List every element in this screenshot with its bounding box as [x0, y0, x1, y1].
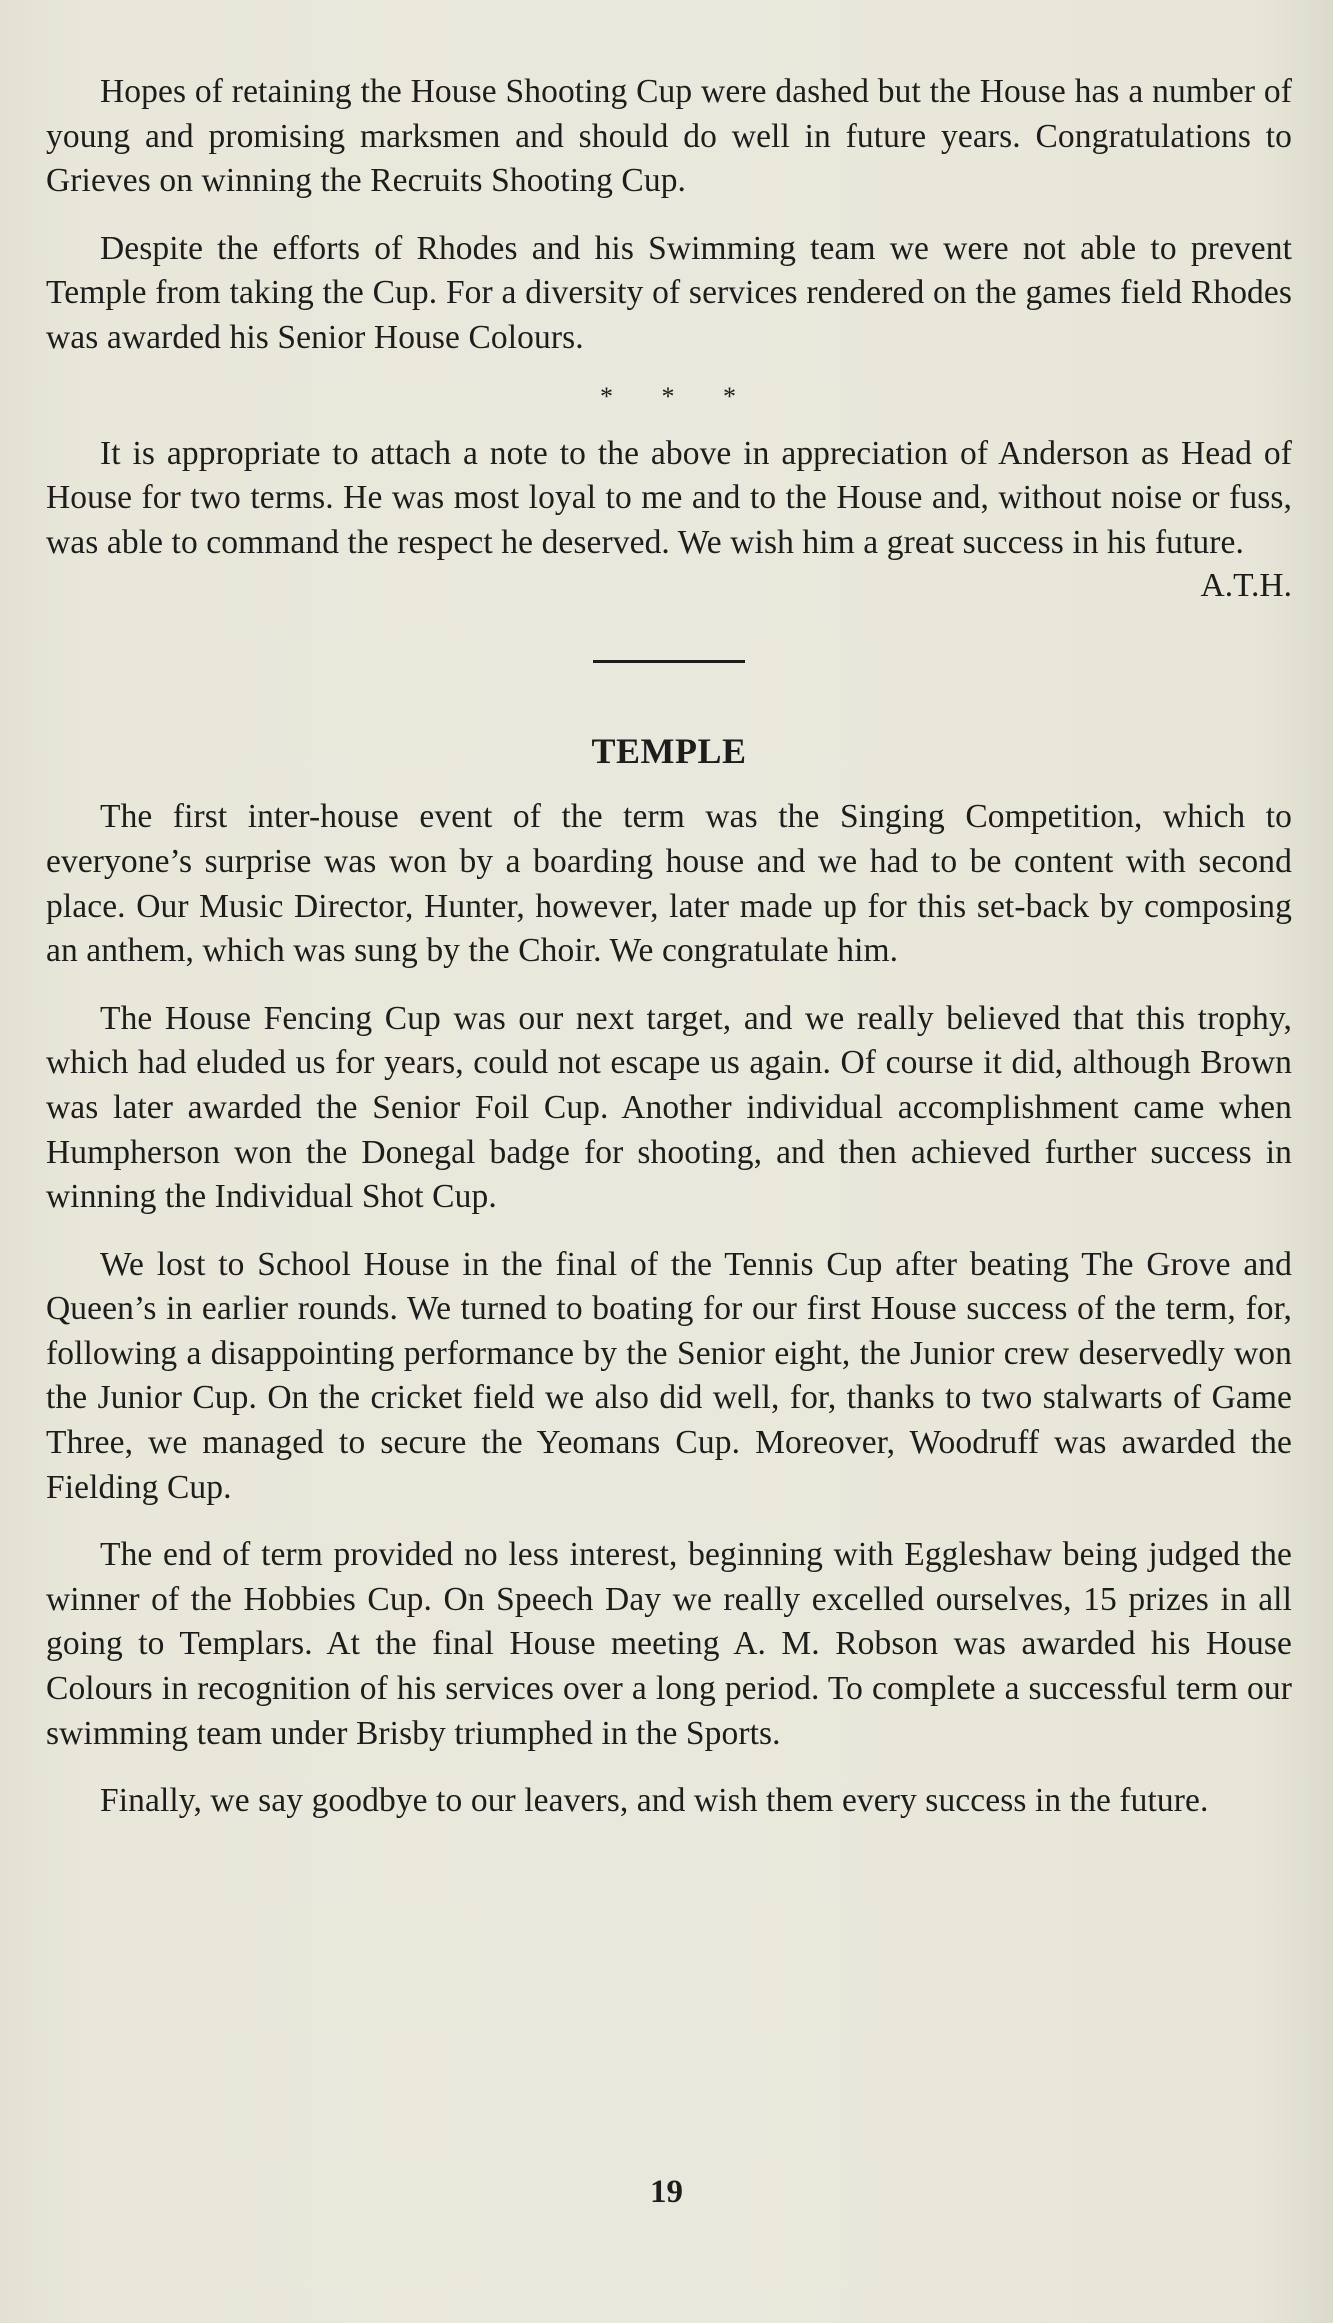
paragraph-tennis-boating: We lost to School House in the final of the Tennis Cup after beating The Grove and Queen’s in earlier rounds. We turned to boating for our first House success of the term, for, following a disappointing performance by the Senior eight, the Junior crew deservedly won the Junior Cup. On the cricket field we also did well, for, thanks to two stalwarts of Game Three, we managed to secure the Yeomans Cup. Moreover, Woodruff was awarded the Fielding Cup. [46, 1245, 1292, 1506]
paragraph-fencing: The House Fencing Cup was our next target, and we really believed that this trophy, which had eluded us for years, could not escape us again. Of course it did, although Brown was later awarded the Senior Foil Cup. Another individual accomplishment came when Humpherson won the Donegal badge for shooting, and then achieved further success in winning the Individual Shot Cup. [46, 999, 1292, 1216]
paragraph-anderson-note: It is appropriate to attach a note to the above in appreciation of Anderson as Head of House for two terms. He was most loyal to me and to the House and, without noise or fuss, was able to command the respect he deserved. We wish him a great success in his future. [46, 434, 1292, 561]
page-number: 19 [650, 2174, 683, 2210]
asterisk-separator: * * * [600, 381, 738, 411]
section-divider-rule [593, 660, 745, 663]
paragraph-shooting: Hopes of retaining the House Shooting Cup were dashed but the House has a number of young and promising marksmen and should do well in future years. Congratulations to Grieves on winning the Recruits Shooting Cup. [46, 73, 1292, 200]
paragraph-singing: The first inter-house event of the term was the Singing Competition, which to everyone’s surprise was won by a boarding house and we had to be content with second place. Our Music Director, Hunter, however, later made up for this set-back by composing an anthem, which was sung by the Choir. We congratulate him. [46, 798, 1292, 970]
section-heading-temple: TEMPLE [591, 731, 747, 772]
signature-initials: A.T.H. [1200, 567, 1292, 605]
text-column [46, 70, 1292, 1847]
paragraph-end-of-term: The end of term provided no less interest, beginning with Eggleshaw being judged the winner of the Hobbies Cup. On Speech Day we really excelled ourselves, 15 prizes in all going to Templars. At the final House meeting A. M. Robson was awarded his House Colours in recognition of his services over a long period. To complete a successful term our swimming team under Brisby triumphed in the Sports. [46, 1536, 1292, 1752]
paragraph-swimming: Despite the efforts of Rhodes and his Swimming team we were not able to prevent Temple from taking the Cup. For a diversity of services rendered on the games field Rhodes was awarded his Senior House Colours. [46, 229, 1292, 356]
paragraph-leavers: Finally, we say goodbye to our leavers, and wish them every success in the future. [100, 1782, 1209, 1820]
